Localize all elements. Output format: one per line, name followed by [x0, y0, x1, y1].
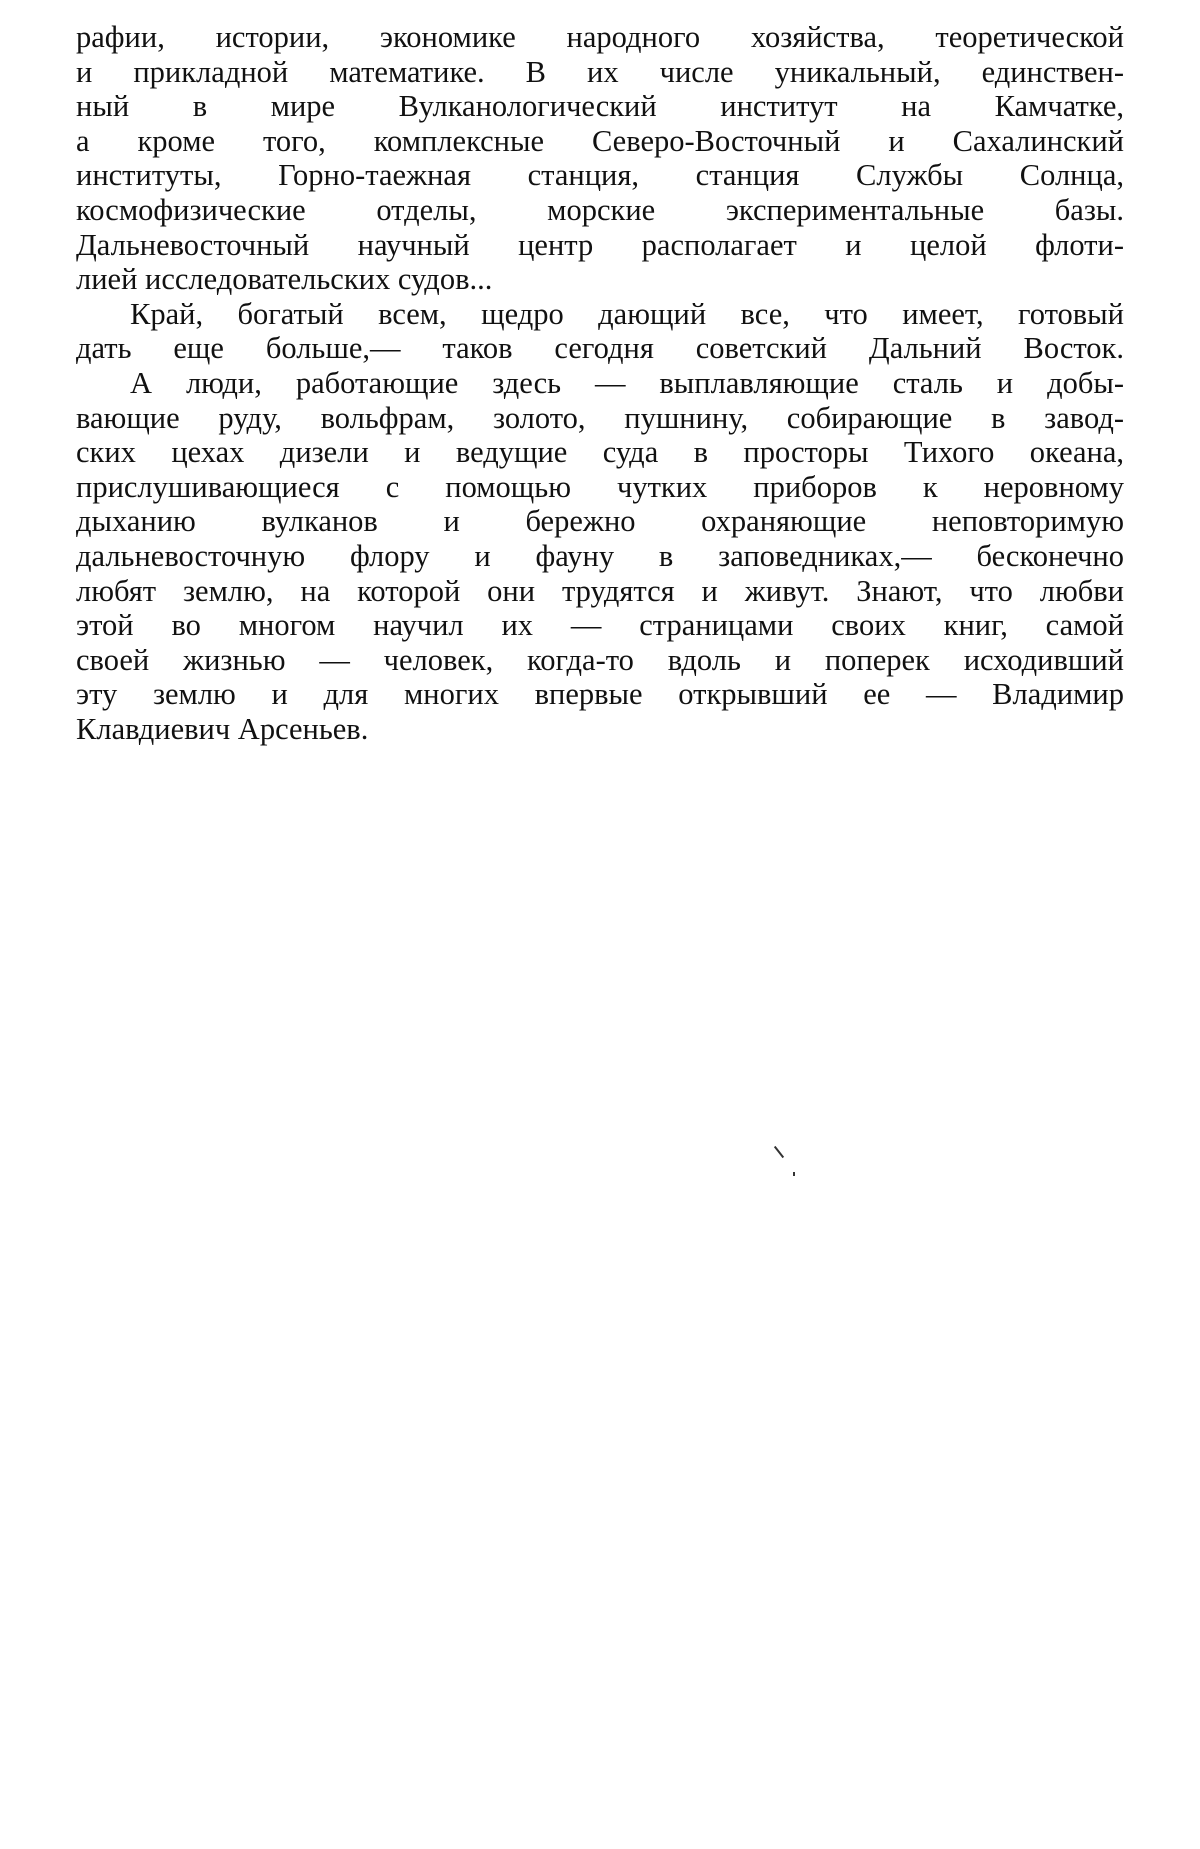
text-line: рафии, истории, экономике народного хозяйства, теоретической: [76, 20, 1124, 54]
text-line: лией исследовательских судов...: [76, 262, 493, 297]
text-line: вающие руду, вольфрам, золото, пушнину, собирающие в завод-: [76, 400, 1124, 435]
text-line: прислушивающиеся с помощью чутких приборов к неровному: [76, 469, 1124, 504]
text-line: своей жизнью — человек, когда-то вдоль и поперек исходивший: [76, 642, 1124, 677]
paragraph-2: [76, 297, 1124, 366]
text-line: Край, богатый всем, щедро дающий все, что имеет, готовый: [130, 296, 1124, 331]
scan-speck: [793, 1172, 795, 1176]
text-line: а кроме того, комплексные Северо-Восточный и Сахалинский: [76, 123, 1124, 158]
body-text: [76, 20, 1124, 746]
text-line: дальневосточную флору и фауну в заповедниках,— бесконечно: [76, 538, 1124, 573]
text-line: ских цехах дизели и ведущие суда в просторы Тихого океана,: [76, 435, 1124, 470]
text-line: А люди, работающие здесь — выплавляющие сталь и добы-: [130, 365, 1124, 400]
text-line: этой во многом научил их — страницами своих книг, самой: [76, 608, 1124, 643]
text-line: Дальневосточный научный центр располагает и целой флоти-: [76, 227, 1124, 262]
text-line: Клавдиевич Арсеньев.: [76, 711, 369, 746]
text-line: и прикладной математике. В их числе уникальный, единствен-: [76, 54, 1124, 89]
text-line: космофизические отделы, морские экспериментальные базы.: [76, 192, 1124, 227]
text-line: институты, Горно-таежная станция, станция Службы Солнца,: [76, 158, 1124, 193]
text-line: ный в мире Вулканологический институт на Камчатке,: [76, 89, 1124, 124]
paragraph-3: [76, 366, 1124, 747]
text-line: любят землю, на которой они трудятся и живут. Знают, что любви: [76, 573, 1124, 608]
text-line: дыханию вулканов и бережно охраняющие неповторимую: [76, 504, 1124, 539]
text-line: эту землю и для многих впервые открывший ее — Владимир: [76, 677, 1124, 712]
scan-speck: [774, 1146, 784, 1158]
text-line: дать еще больше,— таков сегодня советский Дальний Восток.: [76, 331, 1124, 366]
paragraph-1: [76, 20, 1124, 297]
